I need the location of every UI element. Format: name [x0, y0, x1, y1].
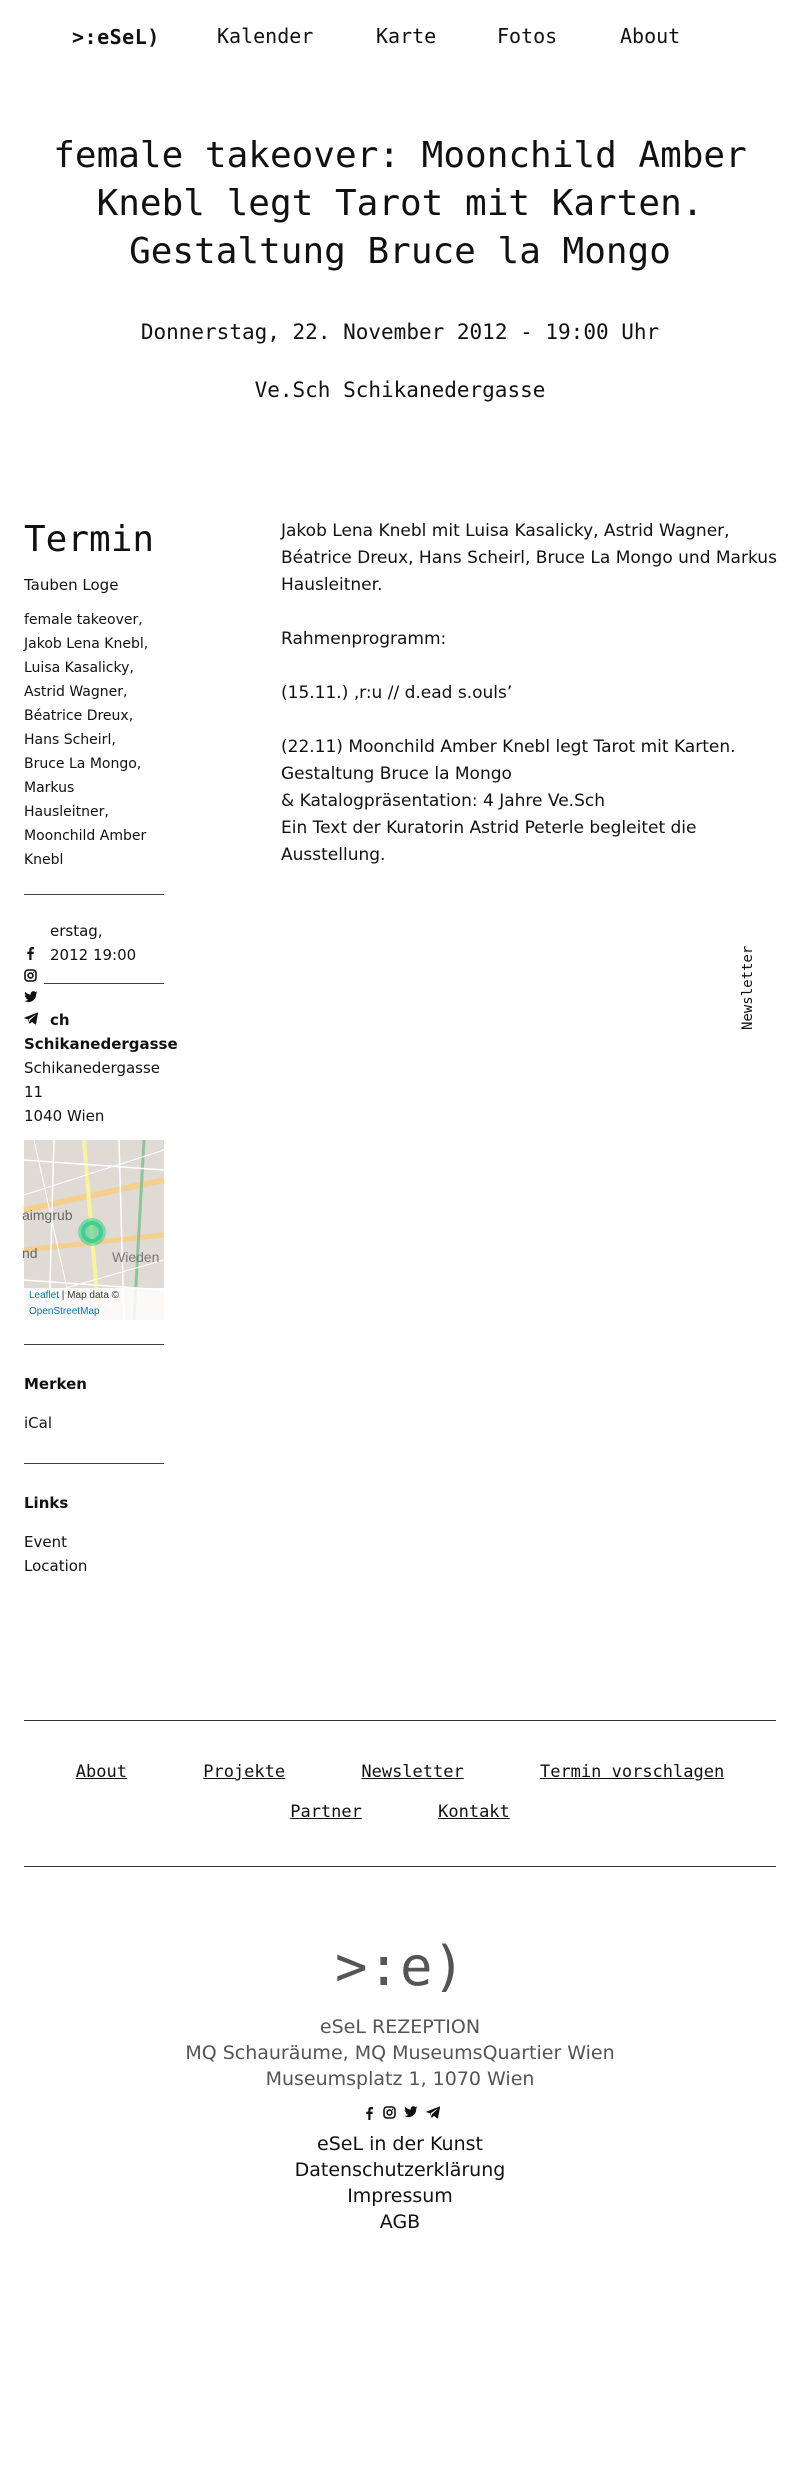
event-link[interactable]: Event [24, 1533, 67, 1551]
map-attribution [24, 1288, 164, 1320]
footer-link-about[interactable]: About [75, 1762, 127, 1782]
leaflet-link[interactable]: Leaflet [29, 1290, 60, 1301]
description-line: (22.11) Moonchild Amber Knebl legt Tarot mit Karten. [281, 737, 736, 757]
ical-link[interactable]: iCal [24, 1414, 53, 1432]
description-paragraph [281, 518, 781, 599]
site-logo[interactable]: >:eSeL) [72, 25, 160, 49]
footer-link-termin-vorschlagen[interactable]: Termin vorschlagen [539, 1762, 725, 1782]
footer-link-datenschutz[interactable]: Datenschutzerklärung [294, 2159, 506, 2181]
tag-item[interactable]: Markus [24, 780, 75, 796]
event-title-line: Knebl legt Tarot mit Karten. [96, 183, 704, 224]
description-paragraph [281, 734, 781, 869]
sidebar-venue [24, 1008, 178, 1128]
address-line: MQ Schauräume, MQ MuseumsQuartier Wien [185, 2042, 615, 2064]
venue-name-line[interactable]: Schikanedergasse [24, 1035, 178, 1053]
facebook-icon[interactable] [24, 946, 36, 960]
location-map[interactable] [24, 1140, 164, 1320]
nav-item-karte[interactable]: Karte [376, 24, 437, 48]
footer-link-esel-in-der-kunst[interactable]: eSeL in der Kunst [317, 2133, 483, 2155]
telegram-icon[interactable] [426, 2106, 440, 2118]
description-line: Rahmenprogramm: [281, 629, 447, 649]
divider [24, 983, 164, 984]
openstreetmap-link[interactable]: OpenStreetMap [29, 1306, 100, 1317]
description-line: Gestaltung Bruce la Mongo [281, 764, 512, 784]
divider [24, 1344, 164, 1345]
footer-link-impressum[interactable]: Impressum [347, 2185, 453, 2207]
footer-logo[interactable]: >:e) [334, 1935, 466, 1998]
nav-item-about[interactable]: About [620, 24, 681, 48]
tag-item[interactable]: female takeover, [24, 612, 143, 628]
tag-list [24, 608, 164, 872]
divider [24, 894, 164, 895]
event-sidebar [22, 518, 178, 1578]
instagram-icon[interactable] [383, 2106, 396, 2119]
map-label: nd [22, 1245, 38, 1261]
map-label: aimgrub [22, 1207, 73, 1223]
sidebar-subtitle: Tauben Loge [24, 576, 119, 594]
description-line: (15.11.) ‚r:u // d.ead s.ouls’ [281, 683, 513, 703]
tag-item[interactable]: Jakob Lena Knebl, [24, 636, 149, 652]
footer-divider [24, 1866, 776, 1867]
venue-address-line: 11 [24, 1083, 44, 1101]
event-title-line: female takeover: Moonchild Amber [53, 135, 747, 176]
datetime-line: 2012 19:00 [50, 946, 137, 964]
description-line: Ausstellung. [281, 845, 386, 865]
map-attribution-text: | Map data © [59, 1290, 120, 1301]
tag-item[interactable]: Hans Scheirl, [24, 732, 116, 748]
social-share-bar [24, 946, 44, 1033]
sidebar-datetime [24, 919, 164, 967]
twitter-icon[interactable] [404, 2106, 418, 2118]
instagram-icon[interactable] [24, 969, 37, 982]
event-date: Donnerstag, 22. November 2012 - 19:00 Uhr [140, 320, 660, 344]
address-line: Museumsplatz 1, 1070 Wien [265, 2068, 535, 2090]
location-link[interactable]: Location [24, 1557, 88, 1575]
footer-link-partner[interactable]: Partner [290, 1802, 362, 1822]
footer-link-projekte[interactable]: Projekte [203, 1762, 286, 1782]
tag-item[interactable]: Astrid Wagner, [24, 684, 128, 700]
tag-item[interactable]: Moonchild Amber [24, 828, 147, 844]
event-title [40, 132, 760, 276]
links-list [24, 1530, 164, 1578]
footer-links-row [0, 1762, 800, 1782]
footer-link-kontakt[interactable]: Kontakt [438, 1802, 510, 1822]
tag-item[interactable]: Luisa Kasalicky, [24, 660, 134, 676]
footer-links-row [0, 1802, 800, 1822]
facebook-icon[interactable] [363, 2106, 375, 2120]
venue-address-line: 1040 Wien [24, 1107, 105, 1125]
venue-address-line: Schikanedergasse [24, 1059, 161, 1077]
tag-item[interactable]: Béatrice Dreux, [24, 708, 134, 724]
telegram-icon[interactable] [24, 1012, 38, 1024]
description-line: & Katalogpräsentation: 4 Jahre Ve.Sch [281, 791, 605, 811]
twitter-icon[interactable] [24, 991, 38, 1003]
footer-link-newsletter[interactable]: Newsletter [361, 1762, 464, 1782]
footer-address [0, 2014, 800, 2092]
event-title-line: Gestaltung Bruce la Mongo [129, 231, 671, 272]
divider [24, 1463, 164, 1464]
tag-item[interactable]: Knebl [24, 852, 64, 868]
venue-name-line[interactable]: ch [50, 1011, 70, 1029]
footer-divider [24, 1720, 776, 1721]
description-line: Jakob Lena Knebl mit Luisa Kasalicky, Astrid Wagner, [281, 521, 730, 541]
event-location[interactable]: Ve.Sch Schikanedergasse [254, 378, 546, 402]
nav-item-fotos[interactable]: Fotos [497, 24, 558, 48]
datetime-line: erstag, [50, 922, 103, 940]
tag-item[interactable]: Bruce La Mongo, [24, 756, 142, 772]
description-line: Ein Text der Kuratorin Astrid Peterle begleitet die [281, 818, 697, 838]
description-line: Hausleitner. [281, 575, 383, 595]
footer-link-agb[interactable]: AGB [379, 2211, 421, 2233]
nav-item-kalender[interactable]: Kalender [217, 24, 314, 48]
map-label: Wieden [112, 1249, 160, 1265]
description-paragraph [281, 680, 781, 707]
sidebar-heading: Termin [24, 519, 155, 560]
newsletter-tab[interactable]: Newsletter [740, 945, 756, 1030]
description-line: Béatrice Dreux, Hans Scheirl, Bruce La Mongo und Markus [281, 548, 777, 568]
address-line: eSeL REZEPTION [319, 2016, 481, 2038]
footer-link-list [0, 2131, 800, 2235]
description-paragraph [281, 626, 781, 653]
footer-social-icons [358, 2106, 444, 2124]
merken-heading: Merken [24, 1375, 87, 1393]
links-heading: Links [24, 1494, 69, 1512]
tag-item[interactable]: Hausleitner, [24, 804, 109, 820]
event-description [281, 518, 781, 896]
